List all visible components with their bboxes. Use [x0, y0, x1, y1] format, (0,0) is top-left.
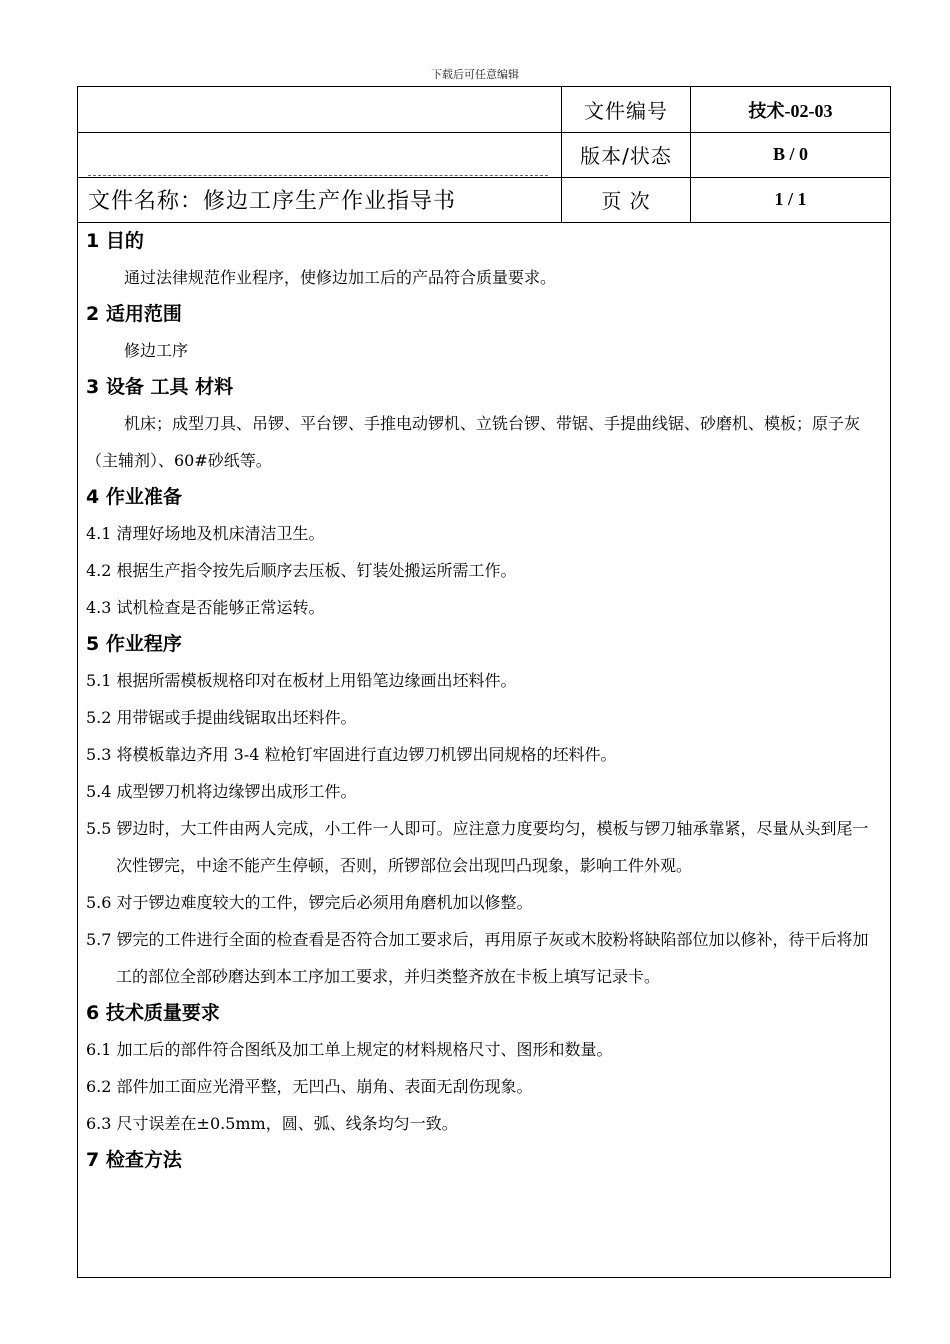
top-note: 下载后可任意编辑: [431, 68, 519, 81]
list-item: 5.5 锣边时，大工件由两人完成，小工件一人即可。应注意力度要均匀，模板与锣刀轴承靠紧，尽量从头到尾一次性锣完，中途不能产生停顿，否则，所锣部位会出现凹凸现象，影响工件外观。: [86, 819, 869, 875]
list-item: 4.2 根据生产指令按先后顺序去压板、钉装处搬运所需工作。: [86, 561, 517, 580]
list-item: 5.7 锣完的工件进行全面的检查看是否符合加工要求后，再用原子灰或木胶粉将缺陷部位加以修补，待干后将加工的部位全部砂磨达到本工序加工要求，并归类整齐放在卡板上填写记录卡。: [86, 930, 869, 986]
list-item: 6.3 尺寸误差在±0.5mm，圆、弧、线条均匀一致。: [86, 1114, 458, 1133]
list-item: 5.1 根据所需模板规格印对在板材上用铅笔边缘画出坯料件。: [86, 671, 517, 690]
list-item: 5.4 成型锣刀机将边缘锣出成形工件。: [86, 782, 357, 801]
list-item: 6.2 部件加工面应光滑平整，无凹凸、崩角、表面无刮伤现象。: [86, 1077, 533, 1096]
document-body: [86, 223, 882, 1178]
header-divider-2: [690, 87, 691, 222]
doc-no-value: 技术-02-03: [748, 100, 833, 121]
doc-no-label: 文件编号: [584, 99, 668, 123]
section-heading-procedure: 5 作业程序: [86, 633, 182, 655]
header-row-version: [78, 132, 890, 178]
header-row-title: [78, 177, 890, 223]
section-heading-quality: 6 技术质量要求: [86, 1002, 220, 1024]
purpose-text: 通过法律规范作业程序，使修边加工后的产品符合质量要求。: [124, 268, 557, 287]
section-heading-equipment: 3 设备 工具 材料: [86, 376, 234, 398]
logo-placeholder-line: [88, 175, 548, 176]
section-heading-purpose: 1 目的: [86, 230, 144, 252]
list-item: 5.6 对于锣边难度较大的工件，锣完后必须用角磨机加以修整。: [86, 893, 533, 912]
list-item: 6.1 加工后的部件符合图纸及加工单上规定的材料规格尺寸、图形和数量。: [86, 1040, 613, 1059]
version-value: B / 0: [772, 144, 808, 164]
section-heading-preparation: 4 作业准备: [86, 486, 182, 508]
equipment-text: 机床；成型刀具、吊锣、平台锣、手推电动锣机、立铣台锣、带锯、手提曲线锯、砂磨机、模板；原子灰（主辅剂）、60#砂纸等。: [86, 414, 861, 470]
page-label: 页 次: [601, 189, 651, 213]
section-heading-inspection: 7 检查方法: [86, 1149, 182, 1171]
list-item: 4.1 清理好场地及机床清洁卫生。: [86, 524, 325, 543]
page-value: 1 / 1: [774, 189, 807, 209]
header-divider-1: [561, 87, 562, 222]
scope-text: 修边工序: [124, 341, 189, 360]
version-label: 版本/状态: [580, 144, 672, 168]
list-item: 5.3 将模板靠边齐用 3-4 粒枪钉牢固进行直边锣刀机锣出同规格的坯料件。: [86, 745, 617, 764]
list-item: 4.3 试机检查是否能够正常运转。: [86, 598, 325, 617]
document-form: [77, 86, 891, 1278]
file-name-title: 文件名称：修边工序生产作业指导书: [88, 189, 457, 214]
list-item: 5.2 用带锯或手提曲线锯取出坯料件。: [86, 708, 357, 727]
header-row-doc-no: [78, 87, 890, 133]
section-heading-scope: 2 适用范围: [86, 303, 182, 325]
